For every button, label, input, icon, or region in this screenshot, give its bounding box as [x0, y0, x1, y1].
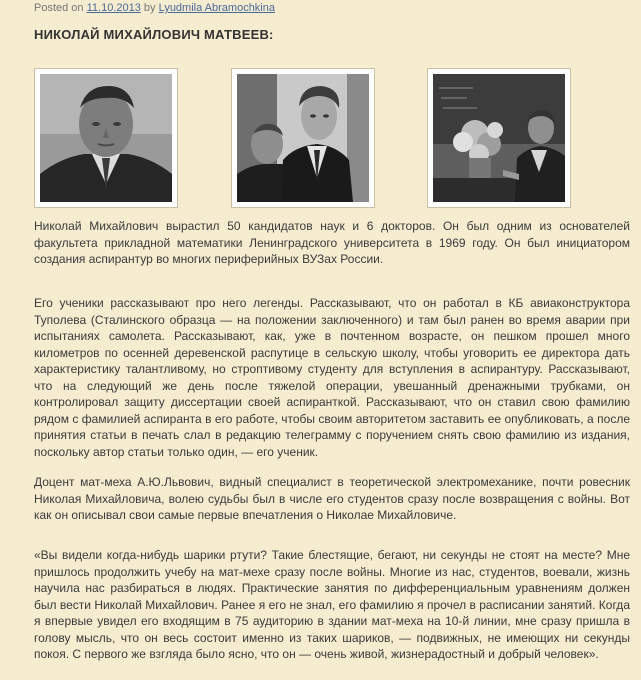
- paragraph-3: Доцент мат-меха А.Ю.Львович, видный специалист в теоретической электромеханике, почти ровесник Николая Михайловича, волею судьбы был в числе его студентов сразу после возвращения с войны. Вот как он описывал свои самые первые впечатления о Николае Михайловиче.: [34, 475, 630, 522]
- post-date-link[interactable]: 11.10.2013: [86, 2, 141, 14]
- two-men-photo[interactable]: [231, 68, 375, 208]
- author-link[interactable]: Lyudmila Abramochkina: [158, 2, 275, 14]
- paragraph-1: Николай Михайлович вырастил 50 кандидатов наук и 6 докторов. Он был одним из основателей факультета прикладной математики Ленинградского университета в 1969 году. Он был инициатором создания аспирантур во многих периферийных ВУЗах России.: [34, 219, 630, 266]
- posted-on-label: Posted on: [34, 2, 84, 14]
- post-meta: [34, 2, 275, 14]
- post-title: НИКОЛАЙ МИХАЙЛОВИЧ МАТВЕЕВ:: [34, 27, 274, 42]
- flowers-image: [433, 74, 565, 202]
- by-label: by: [143, 2, 156, 14]
- portrait-photo[interactable]: [34, 68, 178, 208]
- two-men-image: [237, 74, 369, 202]
- flowers-photo[interactable]: [427, 68, 571, 208]
- portrait-image: [40, 74, 172, 202]
- paragraph-2: Его ученики рассказывают про него легенды. Рассказывают, что он работал в КБ авиаконструктора Туполева (Сталинского образца — на положении заключенного) и там был ранен во время аварии при испытаниях самолета. Рассказывают, как, уже в почтенном возрасте, он пешком прошел много километров по осенней деревенской распутице в сельскую школу, чтобы уговорить ее директора дать характеристику талантливому, но строптивому студенту для вступления в аспирантуру. Рассказывают, что на следующий же день после тяжелой операции, увешанный дренажными трубками, он контролировал защиту диссертации своей аспиранткой. Рассказывают, что он ставил свою фамилию рядом с фамилией аспиранта в его работе, чтобы своим авторитетом заставить ее опубликовать, а после принятия статьи в печать слал в редакцию телеграмму с поручением снять свою фамилию из издания, поскольку автор статьи только один, — его ученик.: [34, 296, 630, 459]
- paragraph-4: «Вы видели когда-нибудь шарики ртути? Такие блестящие, бегают, ни секунды не стоят на месте? Мне пришлось продолжить учебу на мат-мехе сразу после войны. Многие из нас, студентов, воевали, жизнь научила нас разбираться в людях. Практические занятия по дифференциальным уравнениям должен был вести Николай Михайлович. Ранее я его не знал, его фамилию я прочел в расписании занятий. Когда я впервые увидел его входящим в 75 аудиторию в здании мат-меха на 10-й линии, мне сразу пришла в голову мысль, что он весь состоит именно из таких шариков, — подвижных, не имеющих ни секунды покоя. С первого же взгляда было ясно, что он — очень живой, жизнерадостный и добрый человек».: [34, 548, 630, 661]
